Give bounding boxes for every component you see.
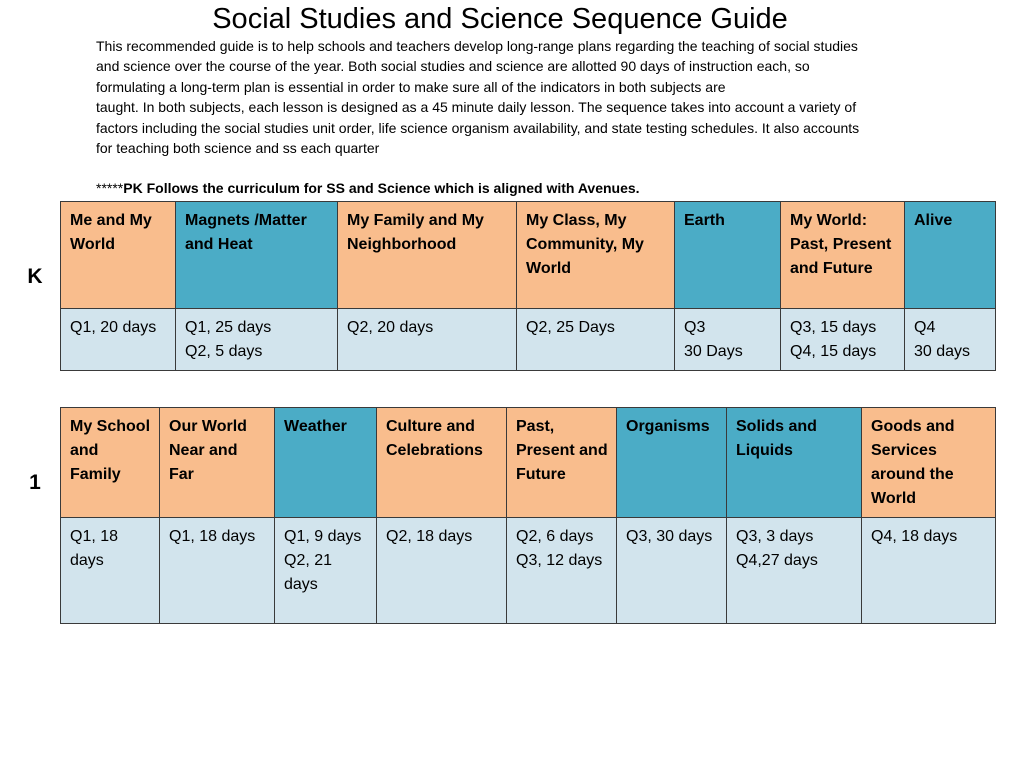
grade-1-table <box>60 407 996 624</box>
schedule-cell: Q2, 25 Days <box>517 309 675 371</box>
unit-cell: Organisms <box>617 408 727 518</box>
unit-cell: Culture and Celebrations <box>377 408 507 518</box>
intro-line: formulating a long-term plan is essential in order to make sure all of the indicators in both subjects are <box>96 78 726 95</box>
grade-label-k: K <box>27 265 43 288</box>
schedule-cell: Q2, 20 days <box>338 309 517 371</box>
unit-row <box>61 408 996 518</box>
intro-line: factors including the social studies unit order, life science organism availability, and state testing schedules. It also accounts <box>96 119 860 136</box>
grade-k-table <box>60 201 996 371</box>
unit-cell: Our World Near and Far <box>160 408 275 518</box>
unit-cell: Magnets /Matter and Heat <box>176 202 338 309</box>
page-title: Social Studies and Science Sequence Guide <box>212 3 788 35</box>
pk-note <box>96 178 640 198</box>
unit-cell: Earth <box>675 202 781 309</box>
note-text: PK Follows the curriculum for SS and Science which is aligned with Avenues. <box>123 180 640 196</box>
intro-line: and science over the course of the year. Both social studies and science are allotted 90 days of instruction each, so <box>96 58 810 75</box>
schedule-cell: Q3, 15 days Q4, 15 days <box>781 309 905 371</box>
intro-line: This recommended guide is to help schools and teachers develop long-range plans regarding the teaching of social studies <box>96 38 858 54</box>
unit-cell: My Class, My Community, My World <box>517 202 675 309</box>
grade-label-1: 1 <box>29 471 41 494</box>
schedule-row <box>61 518 996 624</box>
schedule-cell: Q1, 20 days <box>61 309 176 371</box>
schedule-cell: Q3 30 Days <box>675 309 781 371</box>
unit-cell: Solids and Liquids <box>727 408 862 518</box>
schedule-cell: Q2, 18 days <box>377 518 507 624</box>
unit-cell: My Family and My Neighborhood <box>338 202 517 309</box>
intro-paragraph <box>96 36 976 158</box>
unit-cell: Alive <box>905 202 996 309</box>
intro-line: taught. In both subjects, each lesson is designed as a 45 minute daily lesson. The sequence takes into account a variety of <box>96 99 857 116</box>
schedule-row <box>61 309 996 371</box>
intro-line: for teaching both science and ss each quarter <box>96 140 380 157</box>
schedule-cell: Q4 30 days <box>905 309 996 371</box>
unit-row <box>61 202 996 309</box>
unit-cell: Weather <box>275 408 377 518</box>
schedule-cell: Q1, 25 days Q2, 5 days <box>176 309 338 371</box>
unit-cell: My School and Family <box>61 408 160 518</box>
note-prefix: ***** <box>96 180 124 196</box>
schedule-cell: Q3, 3 days Q4,27 days <box>727 518 862 624</box>
schedule-cell: Q4, 18 days <box>862 518 996 624</box>
schedule-cell: Q1, 18 days <box>61 518 160 624</box>
unit-cell: My World: Past, Present and Future <box>781 202 905 309</box>
schedule-cell: Q2, 6 days Q3, 12 days <box>507 518 617 624</box>
unit-cell: Me and My World <box>61 202 176 309</box>
unit-cell: Goods and Services around the World <box>862 408 996 518</box>
schedule-cell: Q1, 9 days Q2, 21 days <box>275 518 377 624</box>
schedule-cell: Q3, 30 days <box>617 518 727 624</box>
unit-cell: Past, Present and Future <box>507 408 617 518</box>
schedule-cell: Q1, 18 days <box>160 518 275 624</box>
